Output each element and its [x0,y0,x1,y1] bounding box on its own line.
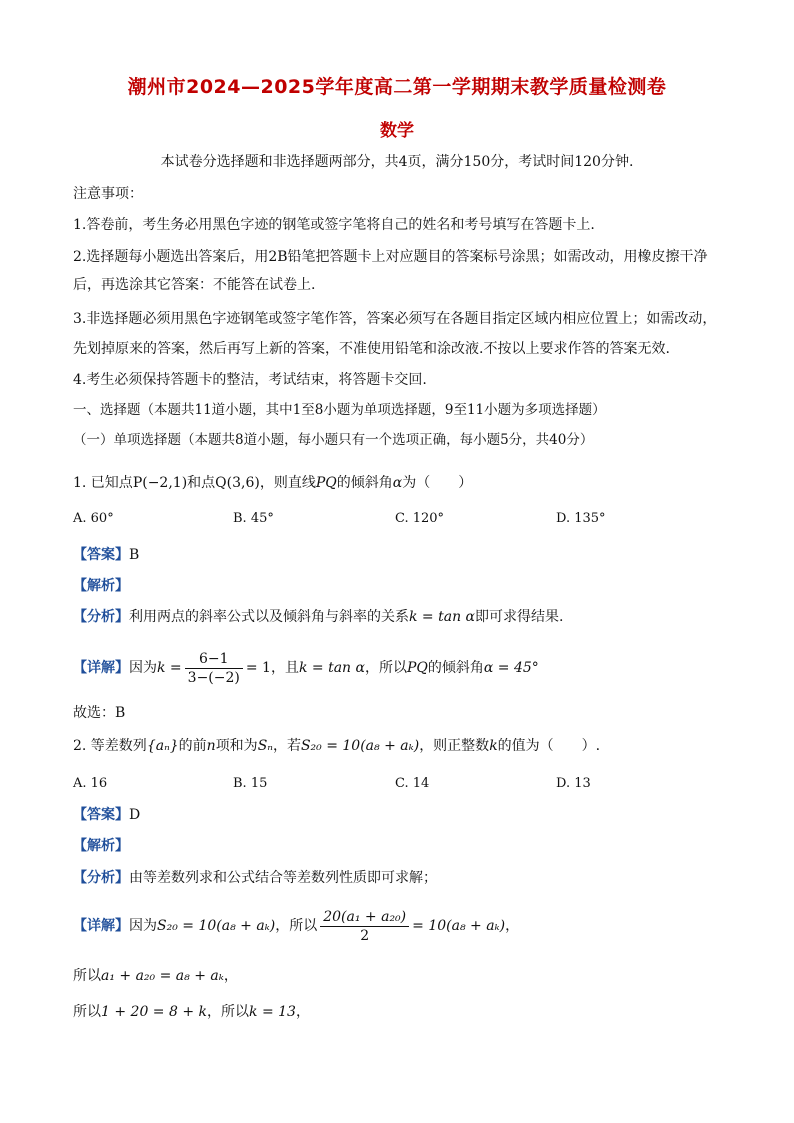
question-1: 1. 已知点P(−2,1)和点Q(3,6)，则直线PQ的倾斜角α为（ ） [73,475,473,491]
q2-answer: 【答案】D [73,807,141,823]
q1-analysis-tag: 【解析】 [73,578,129,594]
option-d: D. 135° [556,511,606,526]
q2-step-1: 所以a₁ + a₂₀ = a₈ + aₖ， [73,968,238,984]
answer-tag: 【答案】 [73,807,129,823]
note-3b: 先划掉原来的答案，然后再写上新的答案，不准使用铅笔和涂改液.不按以上要求作答的答案无效. [73,341,670,357]
option-a: A. 16 [73,776,108,791]
question-2: 2. 等差数列{aₙ}的前n项和为Sₙ，若S₂₀ = 10(a₈ + aₖ)，则正整数k的值为（ ）. [73,738,601,754]
fraction: $\frac{6-1}{3-(-2)}$ [185,650,243,687]
option-c: C. 14 [395,776,430,791]
note-2b: 后，再选涂其它答案：不能答在试卷上. [73,277,316,293]
option-a: A. 60° [73,511,114,526]
q1-conclusion: 故选：B [73,705,126,721]
fraction: $\frac{\text{20(a₁ + a₂₀)}}{2}$ [320,908,409,945]
notes-heading: 注意事项： [73,186,143,202]
q2-analysis-tag: 【解析】 [73,838,129,854]
note-2a: 2.选择题每小题选出答案后，用2B铅笔把答题卡上对应题目的答案标号涂黑；如需改动，用橡皮擦干净 [73,249,708,265]
note-1: 1.答卷前，考生务必用黑色字迹的钢笔或签字笔将自己的姓名和考号填写在答题卡上. [73,217,595,233]
q1-fenxi: 【分析】利用两点的斜率公式以及倾斜角与斜率的关系k = tan α即可求得结果. [73,609,564,625]
q2-fenxi: 【分析】由等差数列求和公式结合等差数列性质即可求解； [73,870,437,886]
option-d: D. 13 [556,776,591,791]
option-c: C. 120° [395,511,445,526]
subject-title: 数学 [380,121,414,141]
option-b: B. 45° [233,511,274,526]
q2-step-2: 所以1 + 20 = 8 + k，所以k = 13， [73,1004,310,1020]
exam-title: 潮州市2024—2025学年度高二第一学期期末教学质量检测卷 [127,76,667,98]
point-q: Q(3,6) [215,475,260,491]
answer-tag: 【答案】 [73,547,129,563]
note-3a: 3.非选择题必须用黑色字迹钢笔或签字笔作答，答案必须写在各题目指定区域内相应位置上；如需改动， [73,311,717,327]
point-p: P(−2,1) [132,475,188,491]
q1-answer: 【答案】B [73,547,140,563]
q2-detail: 【详解】因为S₂₀ = 10(a₈ + aₖ)，所以 $\frac{\text{20(a₁ + a₂₀)}}{2}$ = 10(a₈ + aₖ)， [73,908,520,944]
exam-intro: 本试卷分选择题和非选择题两部分，共4页，满分150分，考试时间120分钟. [160,154,634,170]
option-b: B. 15 [233,776,268,791]
note-4: 4.考生必须保持答题卡的整洁，考试结束，将答题卡交回. [73,372,427,388]
subsection-heading: （一）单项选择题（本题共8道小题，每小题只有一个选项正确，每小题5分，共40分） [73,432,594,448]
section-heading: 一、选择题（本题共11道小题，其中1至8小题为单项选择题，9至11小题为多项选择题） [73,402,606,418]
q1-detail: 【详解】因为k = $\frac{6-1}{3-(-2)}$ = 1，且k = tan α，所以PQ的倾斜角α = 45° [73,650,539,686]
